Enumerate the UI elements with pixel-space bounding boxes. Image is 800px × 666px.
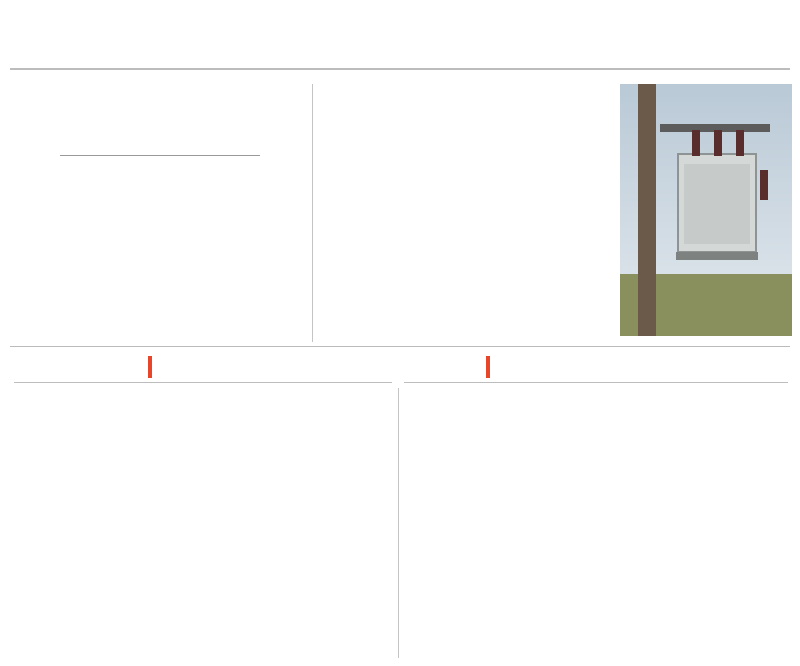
- section-a-rule: [14, 382, 392, 383]
- column-divider-1: [312, 84, 313, 342]
- deck-2: [14, 158, 308, 198]
- left-kicker-headline: [14, 78, 308, 112]
- column-divider-2: [398, 388, 399, 658]
- transformer-illustration: [620, 84, 792, 336]
- lead-paragraph: [14, 204, 308, 342]
- headline-rule: [10, 68, 790, 70]
- deck-1: [14, 114, 308, 154]
- deck-separator: [60, 155, 260, 156]
- section-rule: [10, 346, 790, 347]
- section-b-rule: [404, 382, 788, 383]
- section-b-paragraph: [404, 388, 788, 658]
- section-a-heading: [148, 352, 408, 382]
- main-headline: [0, 8, 800, 64]
- section-a-accent-bar: [148, 356, 152, 378]
- middle-column-paragraph: [318, 84, 612, 342]
- transformer-photo: [620, 84, 792, 336]
- section-a-paragraph: [14, 388, 392, 658]
- section-b-accent-bar: [486, 356, 490, 378]
- section-b-heading: [486, 352, 786, 382]
